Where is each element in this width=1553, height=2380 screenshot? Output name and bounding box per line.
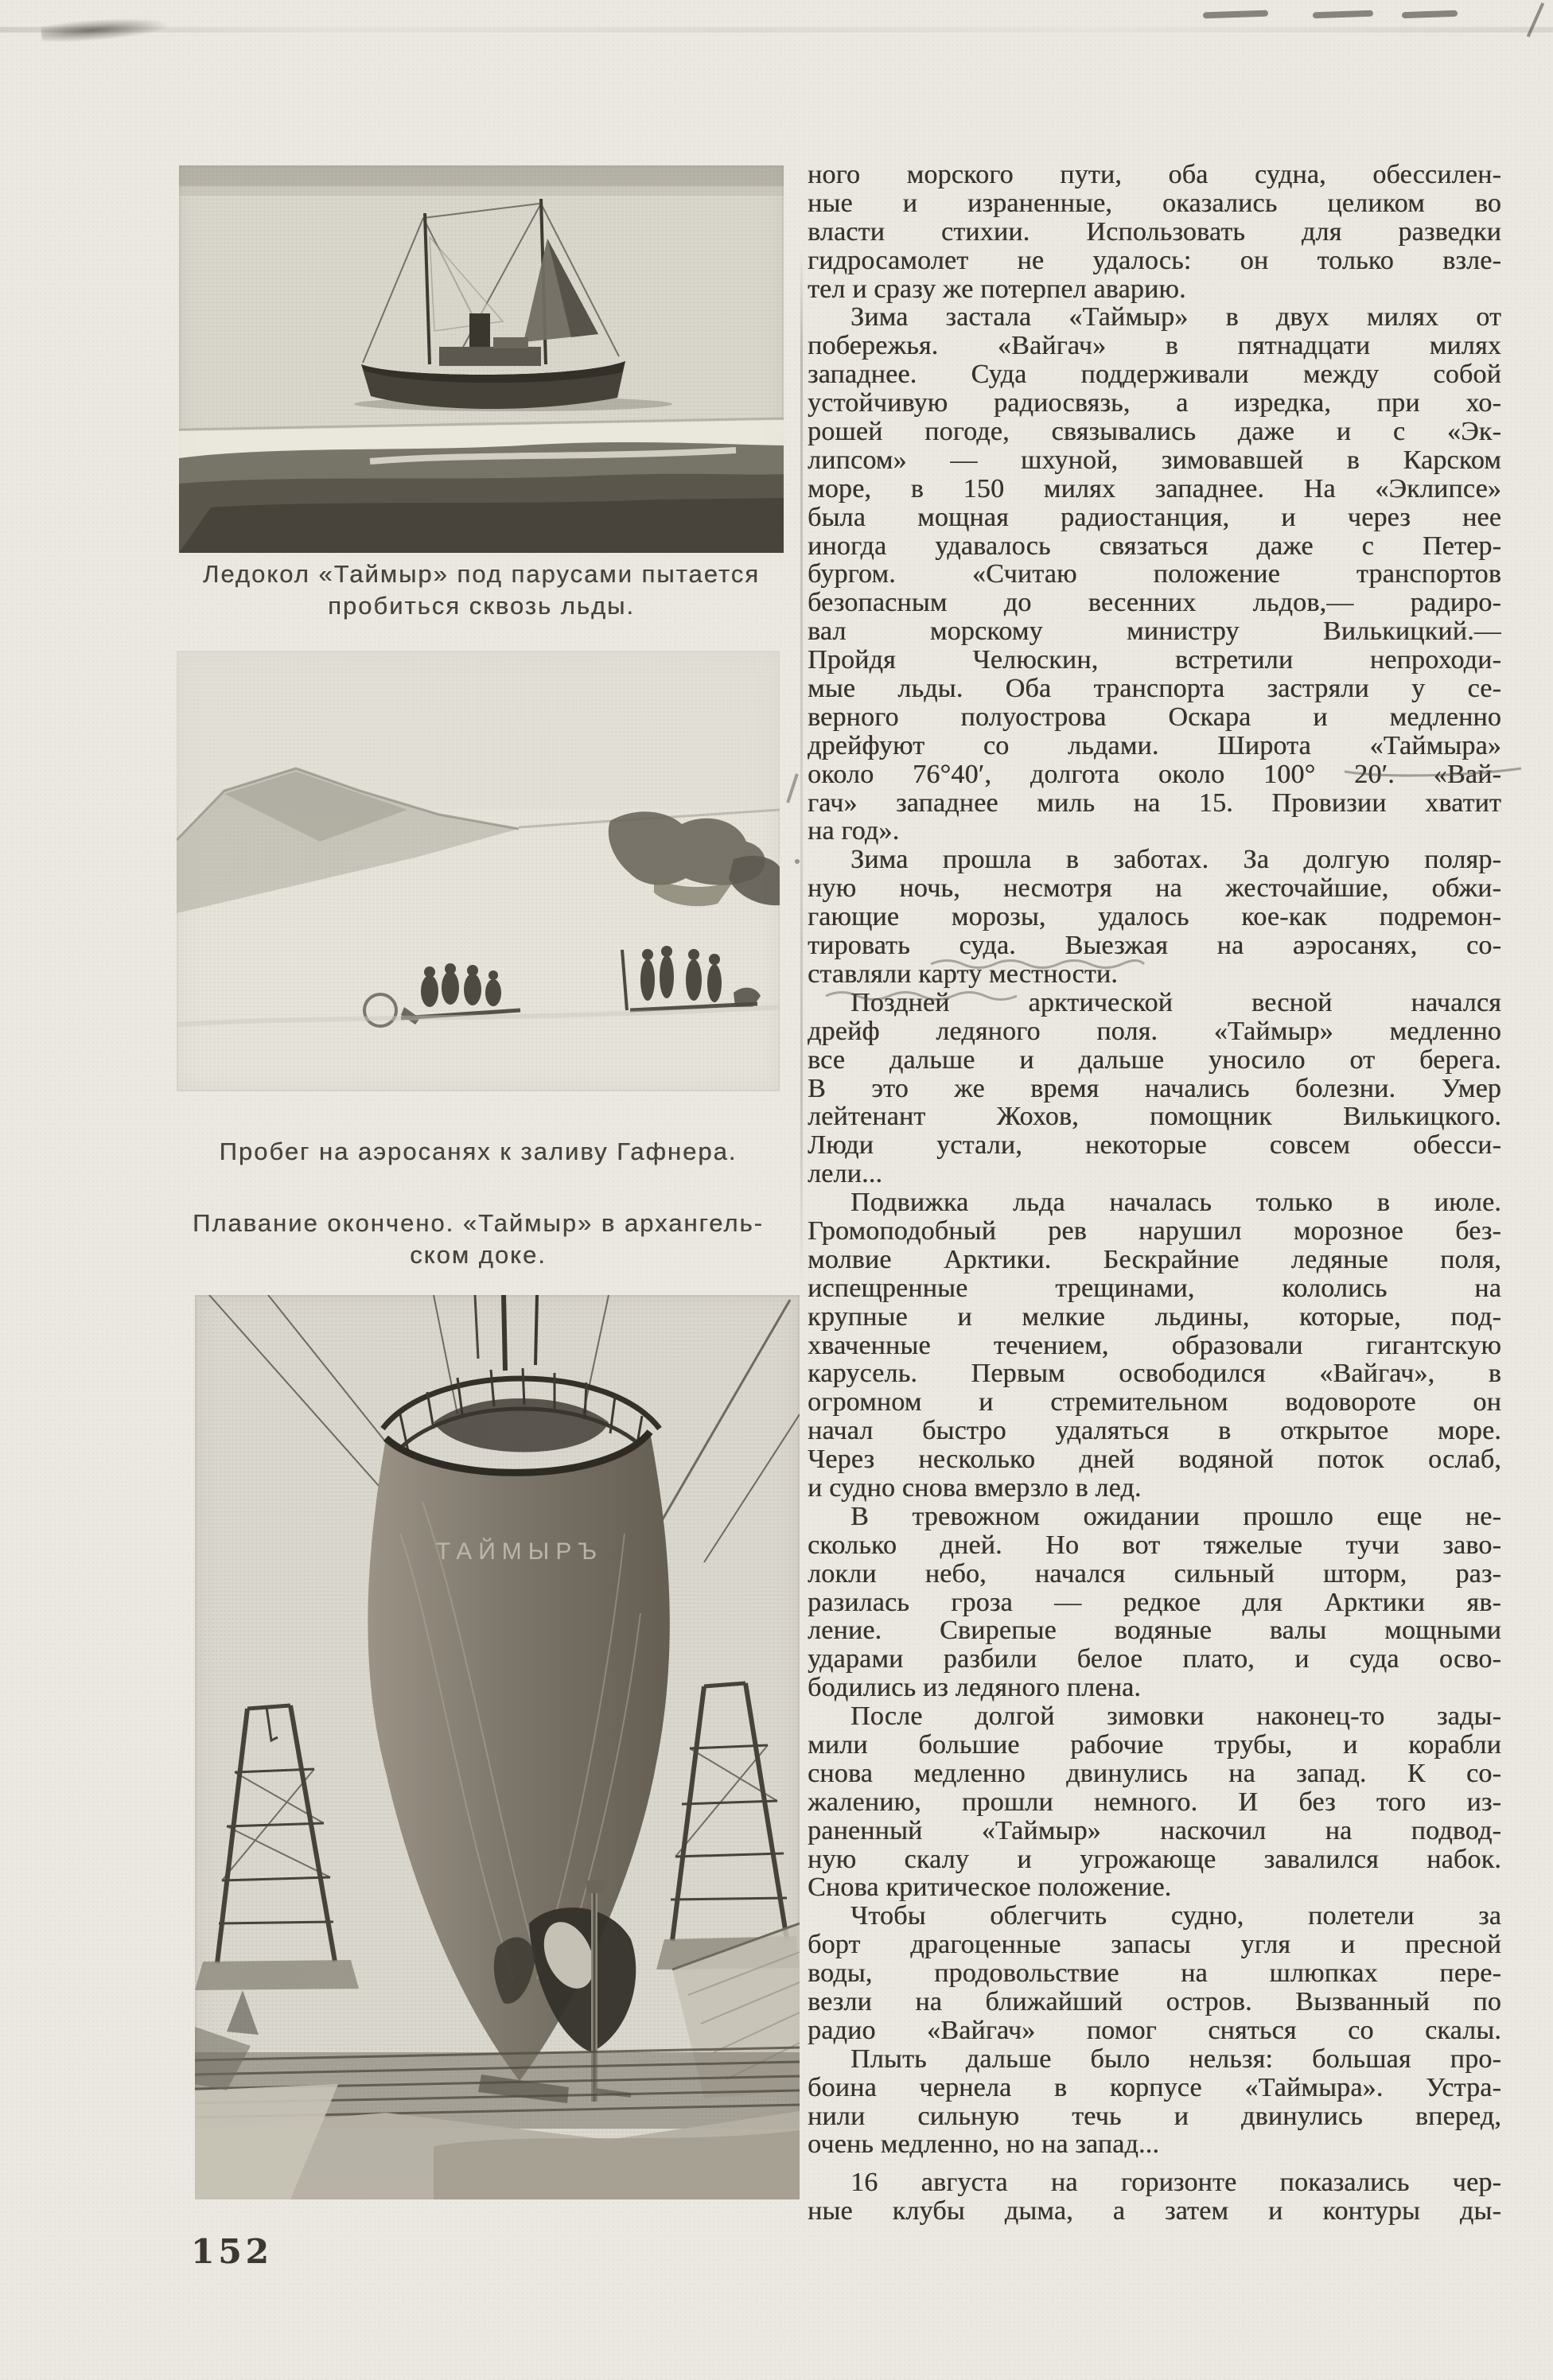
paragraph bbox=[808, 846, 1501, 988]
text-line: локли небо, начался сильный шторм, раз- bbox=[808, 1559, 1501, 1589]
caption-aerosled-run bbox=[177, 1136, 780, 1168]
text-line: Подвижка льда началась только в июле. bbox=[850, 1188, 1501, 1217]
text-line: безопасным до весенних льдов,— радиро- bbox=[808, 589, 1501, 618]
text-line: очень медленно, но на запад... bbox=[808, 2130, 1160, 2160]
photo-aerosled-run bbox=[177, 651, 780, 1091]
text-line: была мощная радиостанция, и через нее bbox=[808, 503, 1501, 532]
paragraph bbox=[808, 1902, 1501, 2044]
text-line: тировать суда. Выезжая на аэросанях, со- bbox=[808, 931, 1501, 960]
text-line: мили большие рабочие трубы, и корабли bbox=[808, 1730, 1501, 1760]
text-line: испещренные трещинами, кололись на bbox=[808, 1274, 1501, 1303]
aerosled-run-illustration bbox=[177, 651, 780, 1091]
text-line: борт драгоценные запасы угля и пресной bbox=[808, 1931, 1501, 1960]
paragraph bbox=[808, 2045, 1501, 2160]
text-line: лейтенант Жохов, помощник Вилькицкого. bbox=[808, 1102, 1501, 1132]
text-line: В это же время начались болезни. Умер bbox=[808, 1074, 1501, 1103]
text-line: ставляли карту местности. bbox=[808, 959, 1118, 989]
text-line: лели... bbox=[808, 1160, 883, 1189]
paragraph bbox=[808, 2168, 1501, 2226]
text-line: верного полуострова Оскара и медленно bbox=[808, 702, 1501, 732]
text-line: ные клубы дыма, а затем и контуры ды- bbox=[808, 2197, 1501, 2226]
text-line: дрейф ледяного поля. «Таймыр» медленно bbox=[808, 1017, 1501, 1046]
paragraph bbox=[808, 161, 1501, 303]
text-line: побережья. «Вайгач» в пятнадцати милях bbox=[808, 332, 1501, 361]
text-line: дрейфуют со льдами. Широта «Таймыра» bbox=[808, 731, 1501, 760]
text-line: В тревожном ожидании прошло еще не- bbox=[850, 1502, 1501, 1531]
text-line: радио «Вайгач» помог сняться со скалы. bbox=[808, 2016, 1501, 2045]
text-line: вал морскому министру Вилькицкий.— bbox=[808, 617, 1501, 647]
text-line: липсом» — шхуной, зимовавшей в Карском bbox=[808, 445, 1501, 475]
scan-dash-mark bbox=[1313, 10, 1373, 19]
text-line: Поздней арктической весной начался bbox=[850, 988, 1501, 1017]
caption-line: Пробег на аэросанях к заливу Гафнера. bbox=[219, 1138, 738, 1165]
text-line: гающие морозы, удалось кое-как подремон- bbox=[808, 903, 1501, 932]
scan-dot-mark bbox=[795, 859, 800, 864]
text-line: раненный «Таймыр» наскочил на подвод- bbox=[808, 1816, 1501, 1845]
text-line: ные и израненные, оказались целиком во bbox=[808, 189, 1501, 218]
text-line: Зима прошла в заботах. За долгую поляр- bbox=[850, 846, 1501, 875]
text-line: около 76°40′, долгота около 100° 20′. «Вай- bbox=[808, 760, 1501, 789]
text-line: Снова критическое положение. bbox=[808, 1873, 1172, 1903]
hull-name-text: ТАЙМЫРЪ bbox=[435, 1538, 604, 1565]
text-line: ную скалу и угрожающе завалился набок. bbox=[808, 1845, 1501, 1874]
text-line: власти стихии. Использовать для разведки bbox=[808, 217, 1501, 247]
text-line: нили сильную течь и двинулись вперед, bbox=[808, 2102, 1501, 2131]
caption-line: Плавание окончено. «Таймыр» в архангель- bbox=[193, 1209, 764, 1237]
text-line: на год». bbox=[808, 817, 900, 846]
text-line: жалению, прошли немного. И без того из- bbox=[808, 1787, 1501, 1817]
scan-slash-mark bbox=[786, 773, 799, 803]
text-line: 16 августа на горизонте показались чер- bbox=[850, 2168, 1501, 2198]
ship-under-sails-illustration bbox=[179, 165, 784, 553]
text-line: ного морского пути, оба судна, обессилен- bbox=[808, 161, 1501, 189]
text-line: Плыть дальше было нельзя: большая про- bbox=[850, 2044, 1501, 2074]
scan-dash-mark bbox=[1203, 10, 1268, 19]
text-line: Зима застала «Таймыр» в двух милях от bbox=[850, 303, 1501, 332]
text-line: бодились из ледяного плена. bbox=[808, 1674, 1141, 1703]
paragraph bbox=[808, 989, 1501, 1188]
scan-top-edge-streak bbox=[0, 27, 1553, 33]
text-line: Пройдя Челюскин, встретили непроходи- bbox=[808, 646, 1501, 675]
text-line: карусель. Первым освободился «Вайгач», в bbox=[808, 1359, 1501, 1389]
caption-line: ском доке. bbox=[410, 1241, 547, 1269]
text-line: боина чернела в корпусе «Таймыра». Устра- bbox=[808, 2073, 1501, 2102]
text-line: иногда удавалось связаться даже с Петер- bbox=[808, 531, 1501, 561]
paragraph bbox=[808, 303, 1501, 846]
text-line: снова медленно двинулись на запад. К со- bbox=[808, 1759, 1501, 1788]
text-line: ление. Свирепые водяные валы мощными bbox=[808, 1616, 1501, 1646]
text-line: Через несколько дней водяной поток ослаб, bbox=[808, 1445, 1501, 1474]
caption-taymyr-in-dock bbox=[177, 1208, 780, 1271]
text-line: мые льды. Оба транспорта застряли у се- bbox=[808, 675, 1501, 703]
text-line: После долгой зимовки наконец-то зады- bbox=[850, 1702, 1501, 1731]
photo-taymyr-in-dock bbox=[195, 1295, 800, 2199]
scan-corner-tick bbox=[1527, 2, 1544, 37]
page-crease-line bbox=[800, 247, 803, 1297]
text-line: и судно снова вмерзло в лед. bbox=[808, 1473, 1142, 1503]
text-line: ную ночь, несмотря на жесточайшие, обжи- bbox=[808, 874, 1501, 904]
caption-ship-under-sails bbox=[179, 558, 784, 622]
text-line: молвие Арктики. Бескрайние ледяные поля, bbox=[808, 1245, 1501, 1274]
text-line: устойчивую радиосвязь, а изредка, при хо- bbox=[808, 389, 1501, 418]
text-line: Люди устали, некоторые совсем обесси- bbox=[808, 1131, 1501, 1161]
paragraph bbox=[808, 1188, 1501, 1503]
paragraph bbox=[808, 1503, 1501, 1702]
text-line: все дальше и дальше уносило от берега. bbox=[808, 1045, 1501, 1075]
text-line: огромном и стремительном водовороте он bbox=[808, 1388, 1501, 1418]
text-line: начал быстро удаляться в открытое море. bbox=[808, 1417, 1501, 1446]
text-line: Громоподобный рев нарушил морозное без- bbox=[808, 1216, 1501, 1246]
page-number: 152 bbox=[191, 2232, 273, 2271]
text-line: воды, продовольствие на шлюпках пере- bbox=[808, 1959, 1501, 1988]
text-line: Чтобы облегчить судно, полетели за bbox=[850, 1902, 1501, 1931]
text-line: крупные и мелкие льдины, которые, под- bbox=[808, 1302, 1501, 1332]
text-line: западнее. Суда поддерживали между собой bbox=[808, 360, 1501, 390]
caption-line: Ледокол «Таймыр» под парусами пытается bbox=[202, 560, 761, 588]
text-line: бургом. «Считаю положение транспортов bbox=[808, 560, 1501, 589]
text-line: везли на ближайший остров. Вызванный по bbox=[808, 1988, 1501, 2016]
text-line: гидросамолет не удалось: он только взле- bbox=[808, 246, 1501, 275]
article-text-column bbox=[808, 161, 1501, 2226]
scan-dash-mark bbox=[1402, 10, 1458, 18]
ship-in-dock-illustration bbox=[195, 1295, 800, 2199]
caption-line: пробиться сквозь льды. bbox=[328, 592, 635, 620]
text-line: гач» западнее миль на 15. Провизии хватит bbox=[808, 788, 1501, 818]
paragraph bbox=[808, 1702, 1501, 1902]
text-line: рошей погоде, связывались даже и с «Эк- bbox=[808, 418, 1501, 446]
text-line: ударами разбили белое плато, и суда осво- bbox=[808, 1645, 1501, 1674]
photo-ship-under-sails bbox=[179, 165, 784, 553]
text-line: тел и сразу же потерпел аварию. bbox=[808, 274, 1186, 304]
text-line: сколько дней. Но вот тяжелые тучи заво- bbox=[808, 1530, 1501, 1560]
text-line: хваченные течением, образовали гигантскую bbox=[808, 1331, 1501, 1360]
scan-smudge bbox=[41, 14, 169, 44]
text-line: море, в 150 милях западнее. На «Эклипсе» bbox=[808, 474, 1501, 504]
text-line: разилась гроза — редкое для Арктики яв- bbox=[808, 1588, 1501, 1617]
